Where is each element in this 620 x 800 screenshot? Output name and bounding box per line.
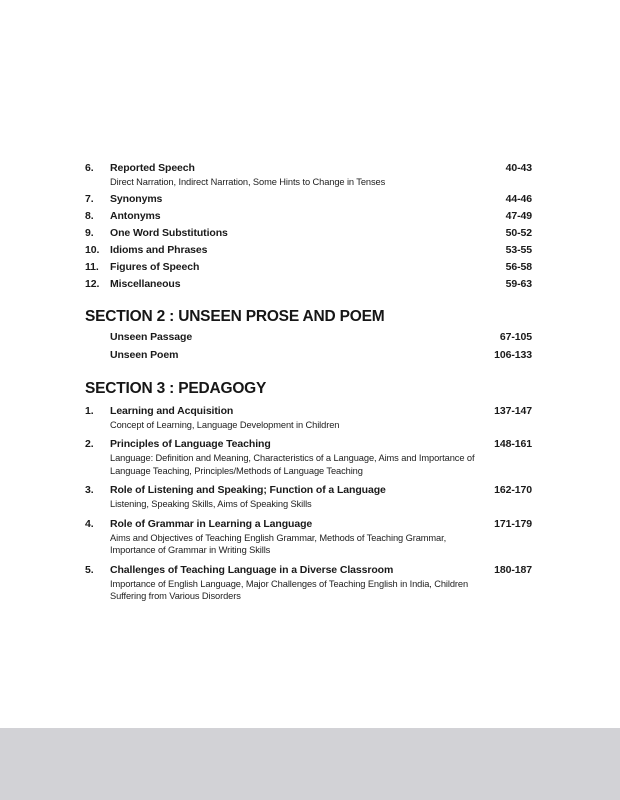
entry-pages: 171-179 — [494, 517, 532, 530]
entry-title: Unseen Passage — [110, 330, 193, 343]
toc-entry-row — [85, 193, 532, 206]
toc-entry-row — [85, 564, 532, 577]
entry-title: Learning and Acquisition — [110, 404, 234, 417]
toc-entry — [85, 518, 532, 557]
entry-title: Role of Listening and Speaking; Function of a Language — [110, 484, 386, 496]
entry-pages: 67-105 — [499, 330, 532, 343]
section-3-heading: SECTION 3 : PEDAGOGY — [85, 379, 267, 397]
entry-subtopics: Concept of Learning, Language Development in Children — [110, 419, 340, 430]
entry-title: Challenges of Teaching Language in a Diverse Classroom — [110, 563, 394, 576]
toc-section-unseen — [85, 331, 532, 362]
entry-number: 4. — [85, 517, 94, 530]
entry-number: 11. — [85, 260, 99, 273]
toc-entry-row — [85, 227, 532, 240]
toc-entry — [85, 278, 532, 291]
toc-entry — [85, 210, 532, 223]
entry-pages: 44-46 — [505, 192, 532, 205]
entry-title: One Word Substitutions — [110, 226, 228, 239]
toc-entry-row — [85, 162, 532, 175]
entry-pages: 106-133 — [494, 348, 532, 361]
toc-entry-row — [85, 484, 532, 497]
entry-number: 12. — [85, 277, 100, 290]
entry-pages: 59-63 — [505, 277, 532, 290]
entry-title: Unseen Poem — [110, 348, 179, 361]
entry-pages: 40-43 — [505, 162, 532, 174]
entry-subtopics: Aims and Objectives of Teaching English Grammar, Methods of Teaching Grammar, Importance of Grammar in Writing Skills — [110, 532, 447, 555]
entry-pages: 148-161 — [494, 438, 532, 450]
entry-pages: 180-187 — [494, 563, 532, 576]
entry-pages: 162-170 — [494, 484, 532, 496]
entry-number: 7. — [85, 192, 94, 205]
toc-entry-row — [85, 244, 532, 257]
entry-title: Miscellaneous — [110, 277, 181, 290]
entry-number: 1. — [85, 404, 94, 417]
toc-entry — [85, 564, 532, 603]
entry-pages: 56-58 — [505, 260, 532, 273]
entry-pages: 50-52 — [505, 226, 532, 239]
toc-entry-row — [85, 518, 532, 531]
entry-number: 9. — [85, 226, 94, 239]
toc-section-grammar — [85, 162, 532, 291]
entry-number: 5. — [85, 563, 94, 576]
toc-entry-row — [85, 278, 532, 291]
toc-entry — [85, 261, 532, 274]
entry-pages: 47-49 — [505, 209, 532, 222]
section-2-heading: SECTION 2 : UNSEEN PROSE AND POEM — [85, 307, 385, 325]
toc-entry — [85, 331, 532, 344]
toc-entry — [85, 438, 532, 477]
entry-pages: 137-147 — [494, 404, 532, 417]
toc-entry — [85, 227, 532, 240]
toc-entry — [85, 405, 532, 432]
toc-entry — [85, 162, 532, 189]
entry-pages: 53-55 — [505, 243, 532, 256]
entry-subtopics: Language: Definition and Meaning, Characteristics of a Language, Aims and Importance of Language Teaching, Principles/Methods of Language Teaching — [110, 453, 475, 476]
entry-number: 8. — [85, 209, 94, 222]
entry-title: Synonyms — [110, 192, 163, 205]
toc-entry — [85, 244, 532, 257]
entry-number: 10. — [85, 243, 100, 256]
entry-title: Principles of Language Teaching — [110, 438, 271, 450]
toc-entry-row — [85, 438, 532, 451]
toc-entry — [85, 349, 532, 362]
entry-subtopics: Importance of English Language, Major Challenges of Teaching English in India, Children Suffering from Various Disorders — [110, 578, 469, 601]
toc-section-pedagogy — [85, 405, 532, 603]
toc-entry-row — [85, 331, 532, 344]
entry-number: 6. — [85, 162, 94, 174]
toc-entry-row — [85, 349, 532, 362]
toc-entry-row — [85, 261, 532, 274]
entry-title: Figures of Speech — [110, 260, 200, 273]
toc-entry-row — [85, 210, 532, 223]
entry-subtopics: Direct Narration, Indirect Narration, Some Hints to Change in Tenses — [110, 177, 386, 187]
entry-title: Role of Grammar in Learning a Language — [110, 517, 313, 530]
entry-title: Antonyms — [110, 209, 161, 222]
scan-background — [0, 728, 620, 800]
entry-title: Reported Speech — [110, 162, 195, 174]
entry-title: Idioms and Phrases — [110, 243, 208, 256]
toc-entry-row — [85, 405, 532, 418]
entry-number: 3. — [85, 484, 94, 496]
entry-number: 2. — [85, 438, 94, 450]
toc-entry — [85, 193, 532, 206]
toc-entry — [85, 484, 532, 511]
entry-subtopics: Listening, Speaking Skills, Aims of Speaking Skills — [110, 499, 312, 509]
